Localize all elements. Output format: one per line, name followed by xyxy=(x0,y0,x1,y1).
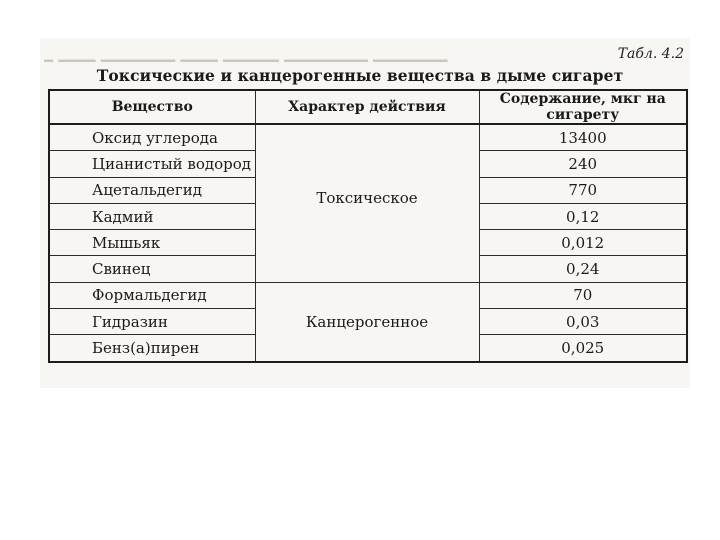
substance-cell: Кадмий xyxy=(49,203,255,229)
action-cell-carcinogenic: Канцерогенное xyxy=(255,282,479,361)
bleed-through-text: ━ ━━━━ ━━━━━━━━ ━━━━ ━━━━━━ ━━━━━━━━━ ━━━━━━━━ xyxy=(44,52,448,70)
substance-cell: Мышьяк xyxy=(49,230,255,256)
substances-table xyxy=(48,89,688,363)
substance-cell: Гидразин xyxy=(49,309,255,335)
content-cell: 0,025 xyxy=(479,335,687,362)
table-row xyxy=(49,282,687,308)
column-header-content: Содержание, мкг на сигарету xyxy=(479,90,687,124)
substance-cell: Цианистый водород xyxy=(49,151,255,177)
content-cell: 0,12 xyxy=(479,203,687,229)
content-cell: 0,012 xyxy=(479,230,687,256)
content-cell: 0,24 xyxy=(479,256,687,282)
content-cell: 770 xyxy=(479,177,687,203)
substance-cell: Ацетальдегид xyxy=(49,177,255,203)
content-cell: 240 xyxy=(479,151,687,177)
table-number: Табл. 4.2 xyxy=(617,46,684,62)
substance-cell: Формальдегид xyxy=(49,282,255,308)
table-row xyxy=(49,124,687,151)
substance-cell: Оксид углерода xyxy=(49,124,255,151)
content-cell: 13400 xyxy=(479,124,687,151)
substance-cell: Бенз(а)пирен xyxy=(49,335,255,362)
content-cell: 0,03 xyxy=(479,309,687,335)
content-cell: 70 xyxy=(479,282,687,308)
table-header-row xyxy=(49,90,687,124)
table-caption: Токсические и канцерогенные вещества в дыме сигарет xyxy=(96,66,624,85)
action-cell-toxic: Токсическое xyxy=(255,124,479,282)
substance-cell: Свинец xyxy=(49,256,255,282)
column-header-action: Характер действия xyxy=(255,90,479,124)
column-header-substance: Вещество xyxy=(49,90,255,124)
